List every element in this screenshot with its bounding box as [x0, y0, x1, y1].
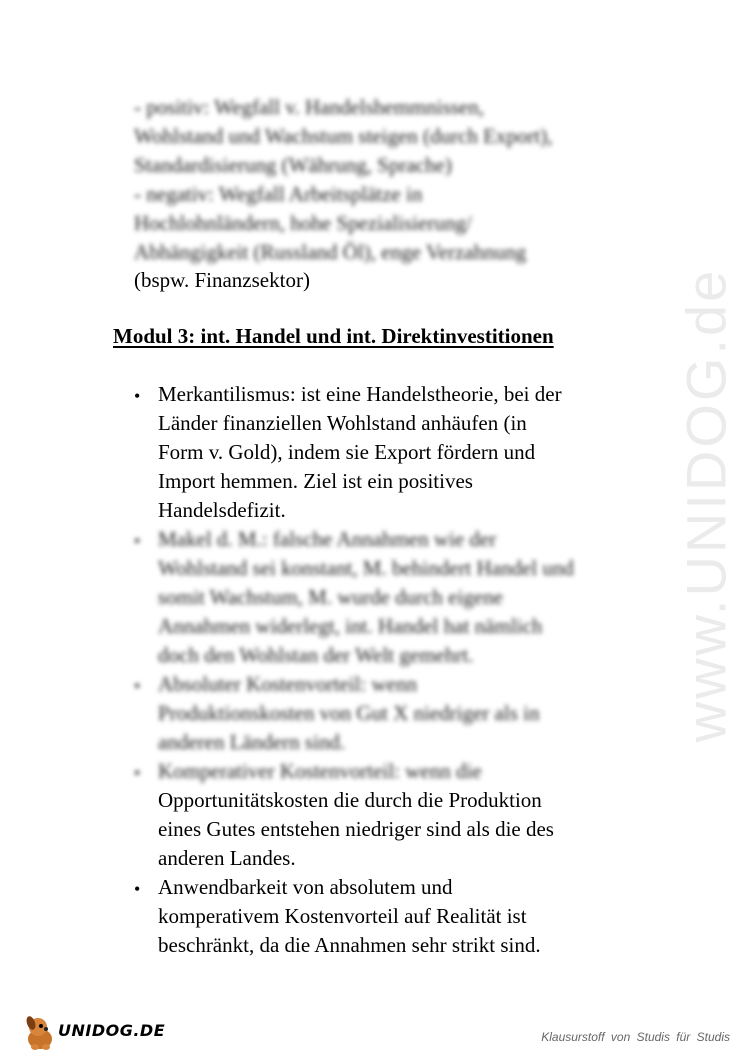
- bullet-line: Produktionskosten von Gut X niedriger als in: [158, 701, 540, 725]
- bullet-line: somit Wachstum, M. wurde durch eigene: [158, 585, 503, 609]
- bullet-icon: •: [134, 386, 141, 406]
- bullet-icon: •: [134, 531, 141, 551]
- bullet-line: Wohlstand sei konstant, M. behindert Handel und: [158, 556, 574, 580]
- text-line: - positiv: Wegfall v. Handelshemmnissen,: [134, 95, 485, 119]
- bullet-line: Länder finanziellen Wohlstand anhäufen (in: [158, 411, 527, 435]
- bullet-line: anderen Ländern sind.: [158, 730, 346, 754]
- bullet-line: doch den Wohlstan der Welt gemehrt.: [158, 643, 474, 667]
- bullet-line: anderen Landes.: [158, 846, 296, 870]
- unidog-logo[interactable]: [22, 1013, 166, 1053]
- bullet-line: Merkantilismus: ist eine Handelstheorie, bei der: [158, 382, 562, 406]
- text-line: Wohlstand und Wachstum steigen (durch Export),: [134, 124, 553, 148]
- text-line: Abhängigkeit (Russland Öl), enge Verzahnung: [134, 240, 527, 264]
- bullet-line: Komperativer Kostenvorteil: wenn die: [158, 759, 482, 783]
- text-line: Hochlohnländern, hohe Spezialisierung/: [134, 211, 472, 235]
- bullet-icon: •: [134, 676, 141, 696]
- text-line: - negativ: Wegfall Arbeitsplätze in: [134, 182, 423, 206]
- watermark: www.UNIDOG.de: [674, 267, 738, 743]
- dog-mascot-icon: [22, 1013, 62, 1053]
- bullet-line: Absoluter Kostenvorteil: wenn: [158, 672, 417, 696]
- bullet-icon: •: [134, 879, 141, 899]
- bullet-line: Opportunitätskosten die durch die Produktion: [158, 788, 542, 812]
- bullet-line: Anwendbarkeit von absolutem und: [158, 875, 453, 899]
- bullet-line: komperativem Kostenvorteil auf Realität ist: [158, 904, 527, 928]
- text-line: (bspw. Finanzsektor): [134, 268, 310, 292]
- bullet-line: beschränkt, da die Annahmen sehr strikt sind.: [158, 933, 541, 957]
- bullet-line: Import hemmen. Ziel ist ein positives: [158, 469, 473, 493]
- bullet-line: Annahmen widerlegt, int. Handel hat nämlich: [158, 614, 543, 638]
- bullet-line: eines Gutes entstehen niedriger sind als die des: [158, 817, 554, 841]
- text-line: Standardisierung (Währung, Sprache): [134, 153, 452, 177]
- bullet-line: Makel d. M.: falsche Annahmen wie der: [158, 527, 497, 551]
- bullet-line: Handelsdefizit.: [158, 498, 286, 522]
- bullet-icon: •: [134, 763, 141, 783]
- logo-text: UNIDOG.DE: [58, 1021, 166, 1040]
- section-heading: Modul 3: int. Handel und int. Direktinvestitionen: [113, 324, 554, 348]
- bullet-line: Form v. Gold), indem sie Export fördern und: [158, 440, 536, 464]
- footer-tagline: Klausurstoff von Studis für Studis: [541, 1030, 730, 1044]
